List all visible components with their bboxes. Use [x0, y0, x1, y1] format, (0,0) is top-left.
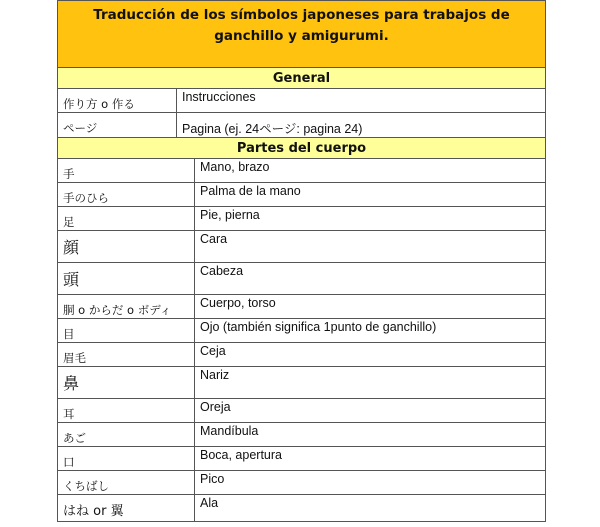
- japanese-term: はね or 翼: [58, 495, 195, 522]
- table-row: [58, 471, 546, 495]
- spanish-translation: Cuerpo, torso: [195, 295, 546, 319]
- japanese-term: ページ: [58, 113, 177, 138]
- section-heading-general: General: [58, 68, 546, 89]
- spanish-translation: Pico: [195, 471, 546, 495]
- japanese-term: 頭: [58, 263, 195, 295]
- table-row: [58, 89, 546, 113]
- table-row: [58, 207, 546, 231]
- table-row: [58, 423, 546, 447]
- japanese-term: 顔: [58, 231, 195, 263]
- japanese-term: 作り方 o 作る: [58, 89, 177, 113]
- spanish-translation: Nariz: [195, 367, 546, 399]
- japanese-term: 眉毛: [58, 343, 195, 367]
- spanish-translation: Ala: [195, 495, 546, 522]
- table-row: [58, 295, 546, 319]
- table-row: [58, 319, 546, 343]
- table-row: [58, 399, 546, 423]
- table-row: [58, 113, 546, 138]
- japanese-term: 足: [58, 207, 195, 231]
- japanese-term: 手: [58, 159, 195, 183]
- table-row: [58, 159, 546, 183]
- japanese-term: 目: [58, 319, 195, 343]
- document-title: Traducción de los símbolos japoneses para trabajos de ganchillo y amigurumi.: [58, 1, 546, 68]
- translation-table: [57, 0, 546, 522]
- japanese-term: くちばし: [58, 471, 195, 495]
- spanish-translation: Cabeza: [195, 263, 546, 295]
- section-heading-body-parts: Partes del cuerpo: [58, 138, 546, 159]
- spanish-translation: Palma de la mano: [195, 183, 546, 207]
- japanese-term: 口: [58, 447, 195, 471]
- table-row: [58, 343, 546, 367]
- japanese-term: 鼻: [58, 367, 195, 399]
- spanish-translation: Ceja: [195, 343, 546, 367]
- spanish-translation: Oreja: [195, 399, 546, 423]
- spanish-translation: Pagina (ej. 24ページ: pagina 24): [177, 113, 546, 138]
- japanese-term: 耳: [58, 399, 195, 423]
- japanese-term: あご: [58, 423, 195, 447]
- spanish-translation: Ojo (también significa 1punto de ganchillo): [195, 319, 546, 343]
- spanish-translation: Boca, apertura: [195, 447, 546, 471]
- spanish-translation: Instrucciones: [177, 89, 546, 113]
- document-page: [57, 0, 545, 522]
- table-row: [58, 263, 546, 295]
- table-row: [58, 447, 546, 471]
- spanish-translation: Cara: [195, 231, 546, 263]
- japanese-term: 手のひら: [58, 183, 195, 207]
- table-row: [58, 367, 546, 399]
- table-row: [58, 231, 546, 263]
- japanese-term: 胴 o からだ o ボディ: [58, 295, 195, 319]
- spanish-translation: Mano, brazo: [195, 159, 546, 183]
- spanish-translation: Mandíbula: [195, 423, 546, 447]
- table-row: [58, 183, 546, 207]
- table-row: [58, 495, 546, 522]
- spanish-translation: Pie, pierna: [195, 207, 546, 231]
